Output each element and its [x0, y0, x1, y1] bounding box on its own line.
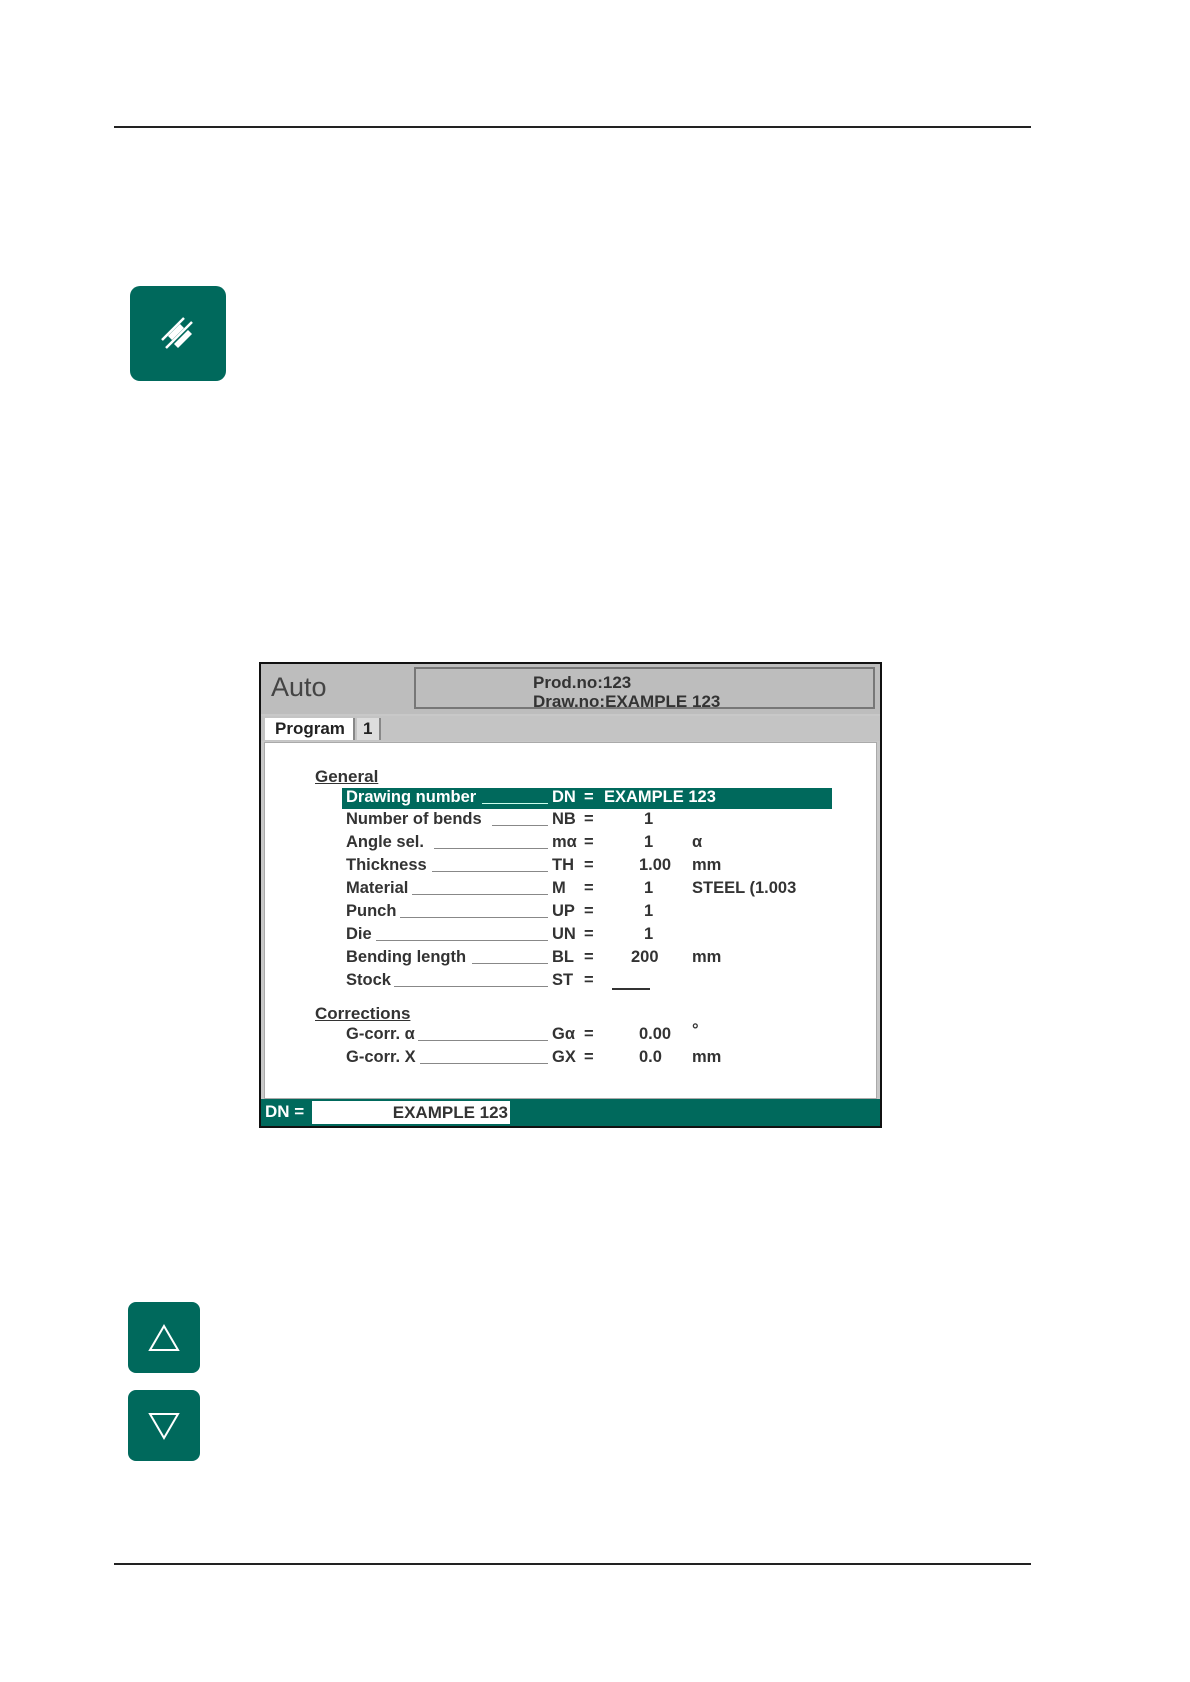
param-eq: = [584, 902, 594, 920]
arrow-up-key[interactable] [128, 1302, 200, 1373]
param-value: 1 [644, 833, 654, 851]
param-code: Gα [552, 1025, 575, 1043]
input-status-bar [261, 1099, 880, 1126]
param-row-stock[interactable] [342, 971, 832, 992]
leader-dots [400, 917, 548, 918]
arrow-down-icon [146, 1410, 182, 1442]
param-row-punch[interactable] [342, 902, 832, 923]
param-eq: = [584, 948, 594, 966]
param-value: 1.00 [639, 856, 672, 874]
arrow-up-icon [146, 1322, 182, 1354]
param-code: TH [552, 856, 574, 874]
param-eq: = [584, 879, 594, 897]
tab-program[interactable]: Program [265, 718, 355, 740]
param-value: 1 [644, 925, 654, 943]
tab-bar [261, 716, 880, 741]
param-code: mα [552, 833, 577, 851]
bend-mode-key[interactable] [130, 286, 226, 381]
prod-no: Prod.no:123 [533, 673, 632, 692]
param-unit: mm [692, 1048, 722, 1066]
param-label: Bending length [346, 948, 467, 966]
param-code: GX [552, 1048, 576, 1066]
leader-dots [394, 986, 548, 987]
param-eq: = [584, 1048, 594, 1066]
leader-dots [420, 1063, 548, 1064]
param-eq: = [584, 1025, 594, 1043]
param-label: Punch [346, 902, 397, 920]
draw-no: Draw.no:EXAMPLE 123 [533, 692, 721, 711]
tab-1[interactable]: 1 [357, 718, 381, 740]
leader-dots [482, 803, 548, 804]
param-code: M [552, 879, 566, 897]
param-row-bending-length[interactable] [342, 948, 832, 969]
param-value: 1 [644, 810, 654, 828]
param-label: Stock [346, 971, 391, 989]
param-unit: ° [692, 1021, 699, 1039]
param-row-die[interactable] [342, 925, 832, 946]
param-eq: = [584, 971, 594, 989]
param-value: 1 [644, 879, 654, 897]
param-label: Material [346, 879, 409, 897]
param-value: 200 [631, 948, 659, 966]
param-label: Angle sel. [346, 833, 424, 851]
param-code: UN [552, 925, 576, 943]
param-row-g-corr-alpha[interactable] [342, 1021, 832, 1046]
param-label: G-corr. X [346, 1048, 416, 1066]
bottom-rule [114, 1563, 1031, 1565]
param-eq: = [584, 925, 594, 943]
product-info-box [414, 667, 875, 709]
param-row-material[interactable] [342, 879, 832, 900]
param-row-thickness[interactable] [342, 856, 832, 877]
leader-dots [492, 825, 548, 826]
leader-dots [434, 848, 548, 849]
param-unit: STEEL (1.003 [692, 879, 797, 897]
param-eq: = [584, 856, 594, 874]
leader-dots [418, 1040, 548, 1041]
param-eq: = [584, 788, 594, 806]
param-code: ST [552, 971, 574, 989]
param-label: G-corr. α [346, 1025, 415, 1043]
leader-dots [412, 894, 548, 895]
param-label: Drawing number [346, 788, 477, 806]
leader-dots [472, 963, 548, 964]
control-screen [259, 662, 882, 1128]
param-unit: α [692, 833, 703, 851]
input-field[interactable]: EXAMPLE 123 [312, 1101, 510, 1124]
param-value: 0.0 [639, 1048, 662, 1066]
param-label: Die [346, 925, 372, 943]
param-eq: = [584, 810, 594, 828]
param-unit: mm [692, 948, 722, 966]
stock-empty-value [612, 988, 650, 990]
leader-dots [376, 940, 548, 941]
param-code: BL [552, 948, 574, 966]
param-row-g-corr-x[interactable] [342, 1048, 832, 1069]
param-row-angle-sel[interactable] [342, 833, 832, 854]
param-value: EXAMPLE 123 [604, 788, 716, 806]
param-unit: mm [692, 856, 722, 874]
top-rule [114, 126, 1031, 128]
param-row-drawing-number[interactable] [342, 788, 832, 809]
input-label: DN = [265, 1102, 305, 1121]
param-code: DN [552, 788, 576, 806]
leader-dots [432, 871, 548, 872]
mode-label: Auto [271, 672, 327, 702]
param-value: 1 [644, 902, 654, 920]
param-row-number-of-bends[interactable] [342, 810, 832, 831]
bend-mode-icon [158, 314, 198, 354]
param-label: Thickness [346, 856, 427, 874]
section-corrections: Corrections [315, 1004, 411, 1023]
program-content [264, 742, 877, 1099]
param-code: NB [552, 810, 576, 828]
param-label: Number of bends [346, 810, 482, 828]
screen-header [261, 664, 880, 714]
param-code: UP [552, 902, 575, 920]
arrow-down-key[interactable] [128, 1390, 200, 1461]
section-general: General [315, 767, 379, 786]
param-eq: = [584, 833, 594, 851]
param-value: 0.00 [639, 1025, 672, 1043]
